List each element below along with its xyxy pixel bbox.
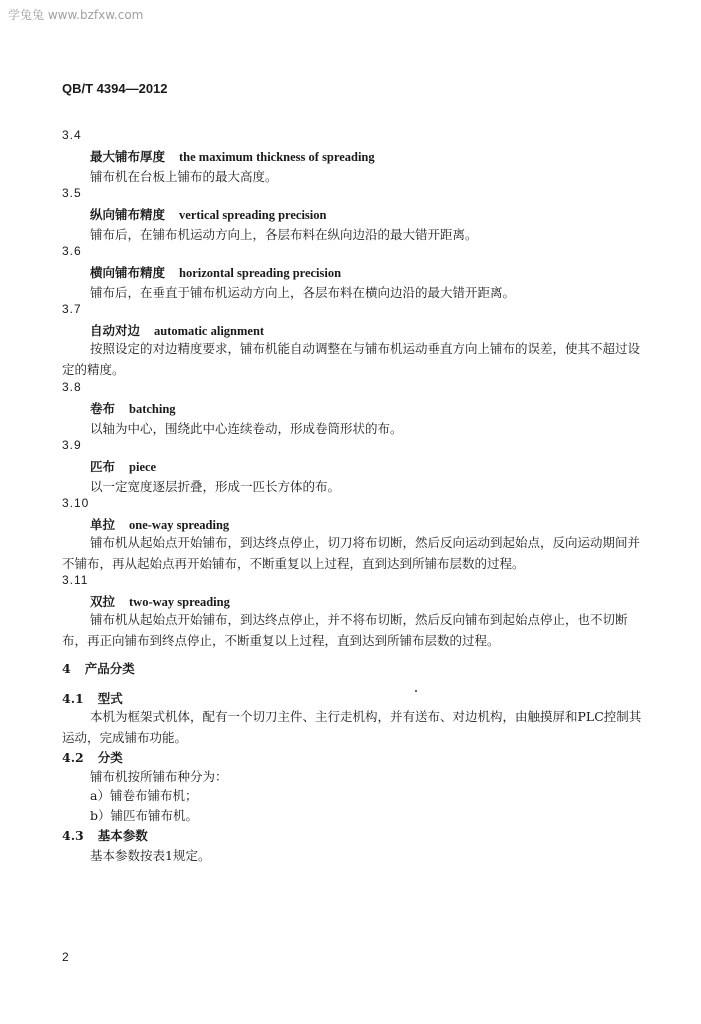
term-en: the maximum thickness of spreading: [179, 150, 375, 164]
clause-term: [90, 515, 229, 533]
clause-term: [90, 205, 326, 223]
scan-speck: [415, 690, 417, 692]
term-cn: 双拉: [90, 594, 116, 609]
clause-number: 3.4: [62, 128, 82, 142]
clause-term: [90, 457, 156, 475]
term-en: piece: [129, 460, 157, 474]
term-cn: 纵向铺布精度: [90, 207, 166, 222]
subsection-title: 分类: [97, 750, 123, 765]
doc-code: QB/T 4394—2012: [62, 81, 168, 96]
clause-definition: 铺布后，在铺布机运动方向上，各层布料在纵向边沿的最大错开距离。: [90, 227, 478, 242]
page-number: 2: [62, 950, 69, 964]
clause-term: [90, 147, 375, 165]
clause-term: [90, 592, 230, 610]
term-en: horizontal spreading precision: [179, 266, 342, 280]
section-heading: [62, 659, 135, 677]
clause-number: 3.6: [62, 244, 82, 258]
term-cn: 最大铺布厚度: [90, 149, 166, 164]
subsection-text: 基本参数按表1规定。: [90, 848, 211, 863]
clause-definition: 以轴为中心，围绕此中心连续卷动，形成卷筒形状的布。: [90, 421, 403, 436]
subsection-number: 4.3: [62, 828, 84, 843]
list-item: b）铺匹布铺布机。: [90, 808, 199, 823]
subsection-text: 本机为框架式机体，配有一个切刀主件、主行走机构，并有送布、对边机构，由触摸屏和PLC控制其运动，完成铺布功能。: [62, 709, 642, 745]
term-cn: 单拉: [90, 517, 116, 532]
clause-term: [90, 263, 341, 281]
clause-definition: 以一定宽度逐层折叠，形成一匹长方体的布。: [90, 479, 341, 494]
clause-definition: 按照设定的对边精度要求，铺布机能自动调整在与铺布机运动垂直方向上铺布的误差，使其不超过设定的精度。: [62, 341, 641, 377]
subsection-text: 铺布机按所铺布种分为：: [90, 769, 228, 784]
list-item: a）铺卷布铺布机；: [90, 788, 198, 803]
clause-number: 3.10: [62, 496, 90, 510]
clause-number: 3.7: [62, 302, 82, 316]
term-cn: 自动对边: [90, 323, 141, 338]
clause-term: [90, 321, 264, 339]
subsection-number: 4.2: [62, 750, 84, 765]
clause-definition: 铺布机从起始点开始铺布，到达终点停止，并不将布切断，然后反向铺布到起始点停止，也不切断布，再正向铺布到终点停止，不断重复以上过程，直到达到所铺布层数的过程。: [62, 612, 628, 648]
term-cn: 卷布: [90, 401, 116, 416]
subsection-title: 型式: [97, 691, 123, 706]
subsection-heading: [62, 689, 123, 707]
watermark: 学兔兔 www.bzfxw.com: [8, 8, 144, 22]
clause-definition: 铺布后，在垂直于铺布机运动方向上，各层布料在横向边沿的最大错开距离。: [90, 285, 516, 300]
term-en: two-way spreading: [129, 595, 230, 609]
clause-definition: 铺布机在台板上铺布的最大高度。: [90, 169, 278, 184]
term-en: vertical spreading precision: [179, 208, 327, 222]
subsection-heading: [62, 826, 148, 844]
term-en: batching: [129, 402, 176, 416]
subsection-heading: [62, 748, 123, 766]
term-en: automatic alignment: [154, 324, 265, 338]
term-en: one-way spreading: [129, 518, 230, 532]
section-title: 产品分类: [84, 661, 135, 676]
term-cn: 横向铺布精度: [90, 265, 166, 280]
subsection-number: 4.1: [62, 691, 84, 706]
section-number: 4: [62, 661, 71, 676]
clause-number: 3.9: [62, 438, 82, 452]
clause-number: 3.8: [62, 380, 82, 394]
clause-number: 3.5: [62, 186, 82, 200]
clause-term: [90, 399, 176, 417]
term-cn: 匹布: [90, 459, 116, 474]
clause-definition: 铺布机从起始点开始铺布，到达终点停止，切刀将布切断，然后反向运动到起始点，反向运动期间并不铺布，再从起始点再开始铺布，不断重复以上过程，直到达到所铺布层数的过程。: [62, 535, 641, 571]
clause-number: 3.11: [62, 573, 89, 587]
subsection-title: 基本参数: [97, 828, 148, 843]
